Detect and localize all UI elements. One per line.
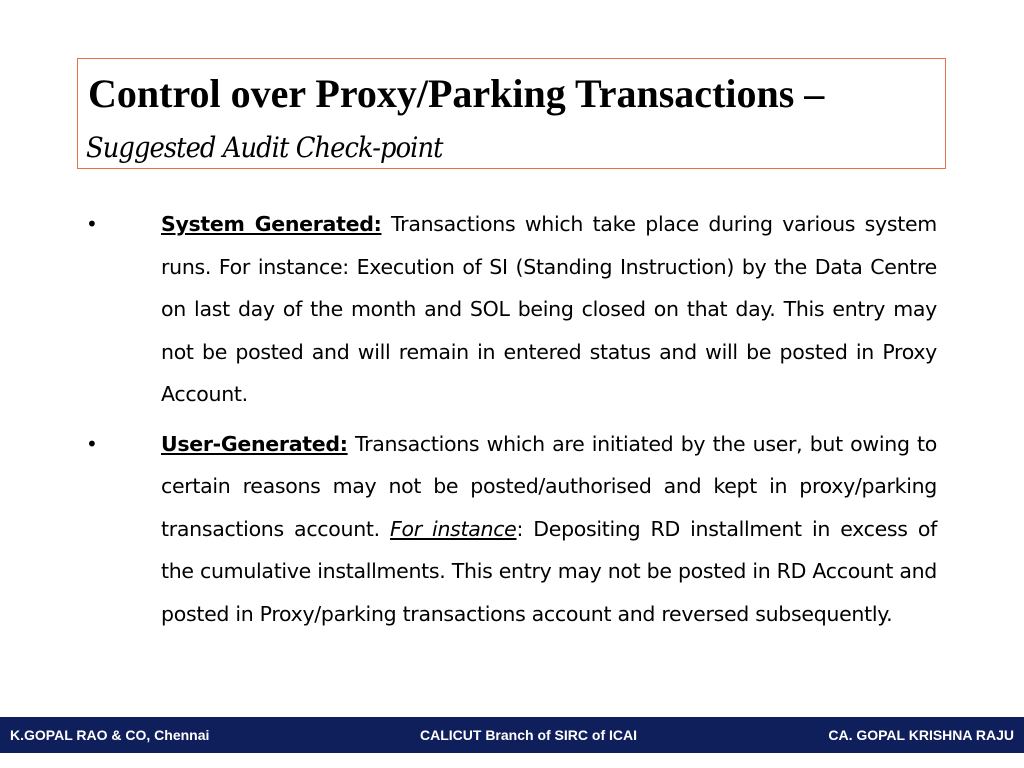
slide-subtitle: Suggested Audit Check-point bbox=[86, 131, 443, 164]
bullet-text bbox=[161, 203, 937, 416]
footer-right: CA. GOPAL KRISHNA RAJU bbox=[828, 727, 1014, 743]
bullet-icon: • bbox=[86, 212, 98, 236]
footer-bar bbox=[0, 717, 1024, 753]
bullet-term: User-Generated: bbox=[161, 431, 348, 456]
footer-center: CALICUT Branch of SIRC of ICAI bbox=[420, 727, 637, 743]
bullet-description: Transactions which are initiated by the user, but owing to certain reasons may not be posted/authorised and kept in proxy/parking transactions account. bbox=[161, 431, 937, 541]
bullet-term: System Generated: bbox=[161, 212, 382, 236]
bullet-text bbox=[161, 423, 937, 636]
bullet-item-system-generated bbox=[0, 203, 1024, 416]
example-label: For instance bbox=[390, 516, 517, 541]
slide-title: Control over Proxy/Parking Transactions – bbox=[88, 71, 825, 116]
bullet-item-user-generated bbox=[0, 423, 1024, 636]
footer-left: K.GOPAL RAO & CO, Chennai bbox=[10, 727, 210, 743]
title-box bbox=[77, 58, 946, 169]
bullet-icon: • bbox=[86, 431, 98, 456]
bullet-list bbox=[0, 203, 1024, 642]
bullet-description: Transactions which take place during various system runs. For instance: Execution of SI (Standing Instruction) by the Data Centre on last day of the month and SOL being closed on that day. This entry may not be posted and will remain in entered status and will be posted in Proxy Account. bbox=[161, 212, 937, 406]
bullet-description-continued: : Depositing RD installment in excess of the cumulative installments. This entry may not be posted in RD Account and posted in Proxy/parking transactions account and reversed subsequently. bbox=[161, 516, 937, 626]
